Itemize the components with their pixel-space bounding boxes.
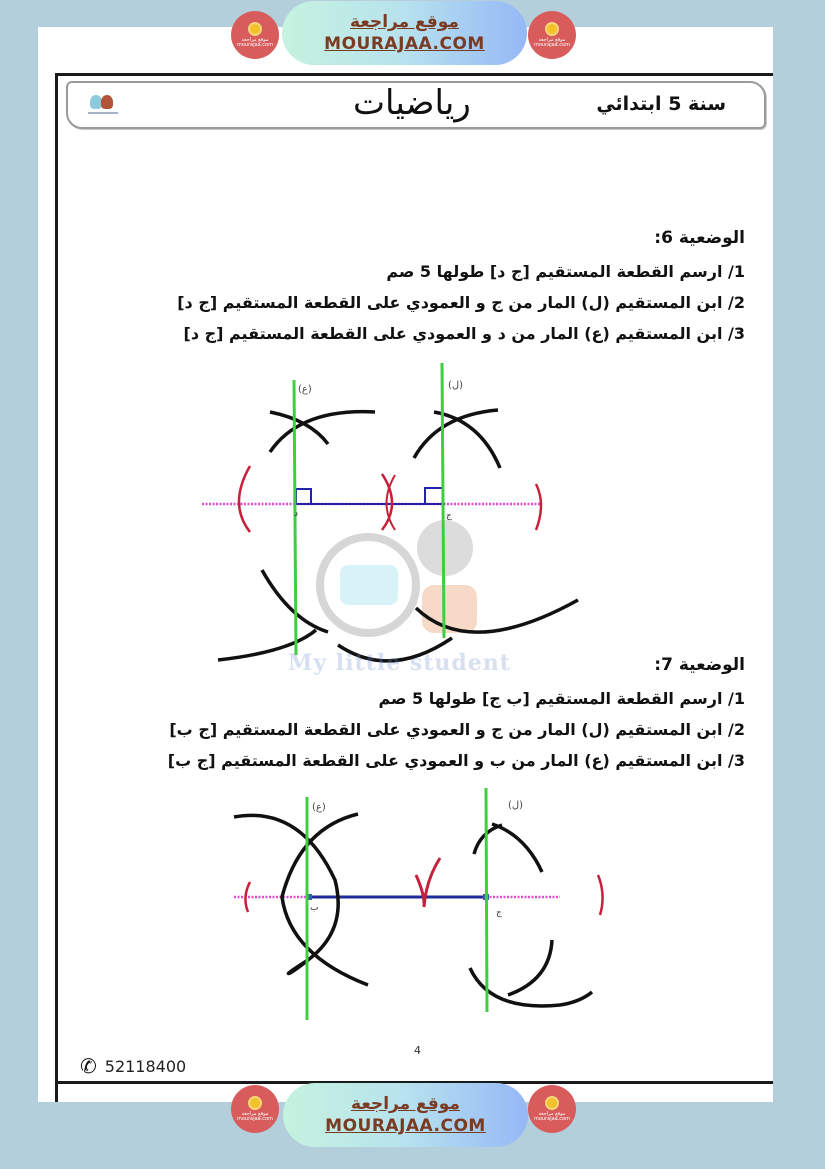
badge-logo-left-bottom[interactable]: موقع مراجعة mourajaa.com xyxy=(231,1085,279,1133)
svg-text:ب: ب xyxy=(310,903,319,913)
svg-text:د: د xyxy=(294,509,299,519)
watermark-student-icon xyxy=(417,520,473,576)
book-icon xyxy=(248,22,262,36)
site-name-ar: موقع مراجعة xyxy=(351,1094,460,1114)
site-name-ar: موقع مراجعة xyxy=(350,12,459,32)
badge-logo-right-bottom[interactable]: موقع مراجعة mourajaa.com xyxy=(528,1085,576,1133)
construction-figure-7 xyxy=(220,780,620,1020)
site-banner-top[interactable] xyxy=(282,1,527,65)
watermark-text: My little student xyxy=(288,650,511,676)
page-number: 4 xyxy=(414,1044,421,1057)
svg-text:ج: ج xyxy=(496,908,502,918)
svg-text:(ع): (ع) xyxy=(298,384,312,395)
site-url: MOURAJAA.COM xyxy=(325,1116,486,1136)
phone-icon: ✆ xyxy=(80,1054,97,1078)
svg-text:ج: ج xyxy=(446,511,452,521)
book-icon xyxy=(545,22,559,36)
exercise-title: الوضعية 6: xyxy=(654,228,745,248)
exercise-line: 3/ ابن المستقيم (ع) المار من د و العمودي على القطعة المستقيم [ج د] xyxy=(183,324,745,343)
svg-text:(ل): (ل) xyxy=(508,800,524,811)
exercise-6 xyxy=(177,228,745,349)
exercise-7 xyxy=(168,655,745,776)
badge-logo-left[interactable]: موقع مراجعة mourajaa.com xyxy=(231,11,279,59)
phone-contact xyxy=(80,1054,186,1078)
worksheet-header xyxy=(66,81,766,129)
badge-logo-right[interactable]: موقع مراجعة mourajaa.com xyxy=(528,11,576,59)
svg-text:(ع): (ع) xyxy=(312,802,326,813)
phone-number: 52118400 xyxy=(104,1056,187,1076)
book-icon xyxy=(248,1096,262,1110)
exercise-line: 2/ ابن المستقيم (ل) المار من ج و العمودي على القطعة المستقيم [ج ب] xyxy=(169,720,745,739)
exercise-line: 3/ ابن المستقيم (ع) المار من ب و العمودي على القطعة المستقيم [ج ب] xyxy=(167,751,745,770)
students-logo-icon xyxy=(88,95,118,117)
exercise-title: الوضعية 7: xyxy=(654,655,745,675)
site-url: MOURAJAA.COM xyxy=(324,34,485,54)
exercise-line: 2/ ابن المستقيم (ل) المار من ج و العمودي على القطعة المستقيم [ج د] xyxy=(177,293,745,312)
subject-title: رياضيات xyxy=(353,83,471,123)
construction-figure-6 xyxy=(190,360,590,670)
site-banner-bottom[interactable] xyxy=(283,1083,528,1147)
exercise-line: 1/ ارسم القطعة المستقيم [ب ج] طولها 5 صم xyxy=(378,689,745,708)
exercise-line: 1/ ارسم القطعة المستقيم [ج د] طولها 5 صم xyxy=(386,262,745,281)
svg-text:(ل): (ل) xyxy=(448,380,464,391)
grade-label: سنة 5 ابتدائي xyxy=(596,93,726,115)
book-icon xyxy=(545,1096,559,1110)
